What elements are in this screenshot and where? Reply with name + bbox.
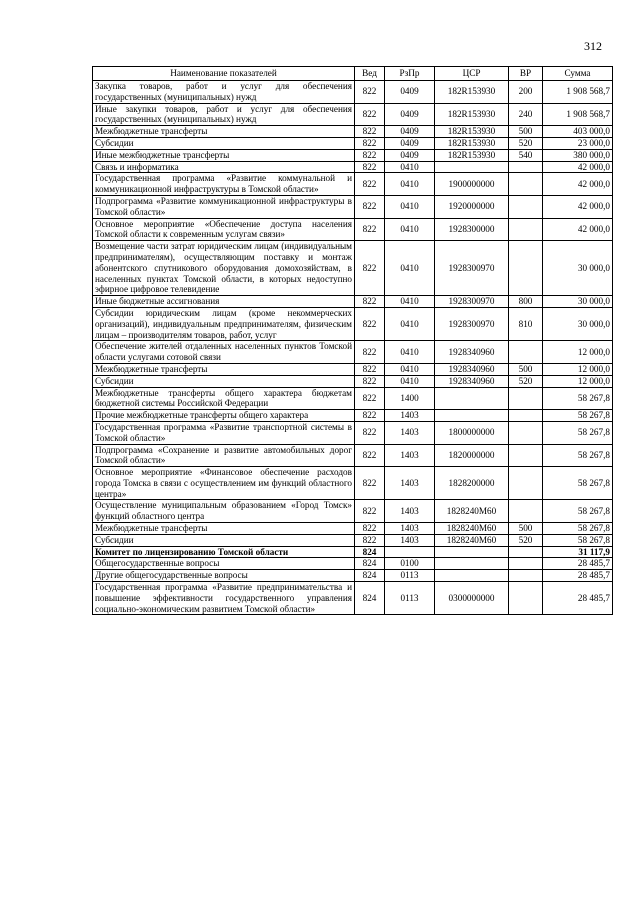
- cell-rzpr: 0410: [385, 161, 435, 173]
- cell-name: Другие общегосударственные вопросы: [93, 570, 355, 582]
- cell-csr: 1928340960: [435, 341, 509, 364]
- cell-rzpr: 0409: [385, 149, 435, 161]
- cell-ved: 822: [355, 161, 385, 173]
- cell-ved: 822: [355, 218, 385, 241]
- cell-sum: 28 485,7: [543, 558, 613, 570]
- cell-rzpr: 0409: [385, 126, 435, 138]
- cell-vr: [509, 173, 543, 196]
- cell-vr: [509, 467, 543, 500]
- table-body: [93, 81, 613, 615]
- cell-vr: [509, 558, 543, 570]
- cell-csr: [435, 570, 509, 582]
- cell-vr: [509, 241, 543, 296]
- cell-vr: 500: [509, 126, 543, 138]
- cell-vr: 800: [509, 296, 543, 308]
- table-row: [93, 558, 613, 570]
- table-row: [93, 421, 613, 444]
- cell-sum: 380 000,0: [543, 149, 613, 161]
- cell-name: Возмещение части затрат юридическим лицам (индивидуальным предпринимателям), осуществляющим поставку и монтаж абонентского спутникового оборудования домохозяйствам, в населенных пунктах Томской области, в которых недоступно эфирное цифровое телевидение: [93, 241, 355, 296]
- cell-ved: 822: [355, 500, 385, 523]
- table-row: [93, 296, 613, 308]
- cell-csr: 1900000000: [435, 173, 509, 196]
- cell-ved: 822: [355, 241, 385, 296]
- cell-sum: 58 267,8: [543, 467, 613, 500]
- table-row: [93, 195, 613, 218]
- table-row: [93, 534, 613, 546]
- cell-name: Государственная программа «Развитие транспортной системы в Томской области»: [93, 421, 355, 444]
- cell-name: Субсидии юридическим лицам (кроме некоммерческих организаций), индивидуальным предпринимателям, физическим лицам – производителям товаров, работ, услуг: [93, 307, 355, 340]
- cell-vr: [509, 410, 543, 422]
- table-row: [93, 363, 613, 375]
- cell-name: Подпрограмма «Развитие коммуникационной инфраструктуры в Томской области»: [93, 195, 355, 218]
- cell-csr: 1820000000: [435, 444, 509, 467]
- cell-sum: 58 267,8: [543, 444, 613, 467]
- table-row: [93, 387, 613, 410]
- cell-vr: [509, 500, 543, 523]
- budget-table: [92, 66, 613, 615]
- cell-name: Основное мероприятие «Финансовое обеспечение расходов города Томска в связи с осуществлением им функций областного центра»: [93, 467, 355, 500]
- cell-ved: 822: [355, 173, 385, 196]
- cell-sum: 58 267,8: [543, 534, 613, 546]
- cell-csr: 1928300970: [435, 296, 509, 308]
- cell-sum: 42 000,0: [543, 173, 613, 196]
- cell-vr: [509, 218, 543, 241]
- cell-rzpr: 0410: [385, 307, 435, 340]
- header-ved: Вед: [355, 67, 385, 81]
- cell-rzpr: 1403: [385, 534, 435, 546]
- cell-ved: 822: [355, 421, 385, 444]
- cell-sum: 31 117,9: [543, 546, 613, 558]
- cell-csr: 182R153930: [435, 137, 509, 149]
- cell-csr: 1928340960: [435, 375, 509, 387]
- cell-csr: [435, 410, 509, 422]
- cell-ved: 822: [355, 126, 385, 138]
- cell-name: Основное мероприятие «Обеспечение доступа населения Томской области к современным услугам связи»: [93, 218, 355, 241]
- header-rzpr: РзПр: [385, 67, 435, 81]
- cell-vr: 200: [509, 81, 543, 104]
- cell-csr: 1828240М60: [435, 500, 509, 523]
- cell-vr: [509, 582, 543, 615]
- cell-vr: 520: [509, 137, 543, 149]
- cell-rzpr: 1403: [385, 500, 435, 523]
- cell-rzpr: 0410: [385, 173, 435, 196]
- cell-rzpr: 0410: [385, 195, 435, 218]
- cell-vr: 810: [509, 307, 543, 340]
- cell-rzpr: 0410: [385, 241, 435, 296]
- table-row: [93, 307, 613, 340]
- cell-name: Межбюджетные трансферты: [93, 363, 355, 375]
- cell-name: Подпрограмма «Сохранение и развитие автомобильных дорог Томской области»: [93, 444, 355, 467]
- cell-name: Связь и информатика: [93, 161, 355, 173]
- cell-csr: 1800000000: [435, 421, 509, 444]
- cell-ved: 822: [355, 534, 385, 546]
- cell-csr: 1920000000: [435, 195, 509, 218]
- cell-csr: 1928340960: [435, 363, 509, 375]
- cell-csr: 182R153930: [435, 81, 509, 104]
- cell-sum: 58 267,8: [543, 500, 613, 523]
- cell-sum: 30 000,0: [543, 296, 613, 308]
- cell-rzpr: 0410: [385, 375, 435, 387]
- cell-csr: 182R153930: [435, 126, 509, 138]
- cell-csr: [435, 546, 509, 558]
- cell-csr: 1928300000: [435, 218, 509, 241]
- cell-sum: 58 267,8: [543, 387, 613, 410]
- cell-csr: 1928300970: [435, 307, 509, 340]
- cell-rzpr: 1403: [385, 421, 435, 444]
- cell-sum: 30 000,0: [543, 307, 613, 340]
- cell-rzpr: 0409: [385, 103, 435, 126]
- cell-name: Государственная программа «Развитие предпринимательства и повышение эффективности государственного управления социально-экономическим развитием Томской области»: [93, 582, 355, 615]
- cell-name: Закупка товаров, работ и услуг для обеспечения государственных (муниципальных) нужд: [93, 81, 355, 104]
- cell-vr: [509, 161, 543, 173]
- cell-name: Государственная программа «Развитие коммунальной и коммуникационной инфраструктуры в Томской области»: [93, 173, 355, 196]
- cell-vr: [509, 444, 543, 467]
- cell-vr: 500: [509, 523, 543, 535]
- cell-rzpr: 1403: [385, 444, 435, 467]
- cell-name: Иные бюджетные ассигнования: [93, 296, 355, 308]
- table-row: [93, 149, 613, 161]
- cell-name: Межбюджетные трансферты: [93, 523, 355, 535]
- cell-rzpr: [385, 546, 435, 558]
- cell-ved: 824: [355, 582, 385, 615]
- table-row: [93, 546, 613, 558]
- cell-vr: 240: [509, 103, 543, 126]
- cell-rzpr: 0410: [385, 218, 435, 241]
- cell-ved: 822: [355, 307, 385, 340]
- table-row: [93, 570, 613, 582]
- table-row: [93, 523, 613, 535]
- cell-sum: 23 000,0: [543, 137, 613, 149]
- cell-ved: 822: [355, 81, 385, 104]
- cell-csr: 182R153930: [435, 149, 509, 161]
- header-vr: ВР: [509, 67, 543, 81]
- cell-rzpr: 0100: [385, 558, 435, 570]
- cell-vr: [509, 387, 543, 410]
- cell-sum: 1 908 568,7: [543, 81, 613, 104]
- cell-sum: 403 000,0: [543, 126, 613, 138]
- table-row: [93, 500, 613, 523]
- cell-vr: [509, 546, 543, 558]
- header-name: Наименование показателей: [93, 67, 355, 81]
- cell-sum: 12 000,0: [543, 341, 613, 364]
- cell-rzpr: 1403: [385, 410, 435, 422]
- cell-ved: 822: [355, 341, 385, 364]
- table-row: [93, 173, 613, 196]
- cell-csr: 1828240М60: [435, 523, 509, 535]
- cell-rzpr: 0410: [385, 341, 435, 364]
- cell-name: Межбюджетные трансферты: [93, 126, 355, 138]
- table-row: [93, 81, 613, 104]
- table-row: [93, 126, 613, 138]
- cell-name: Субсидии: [93, 375, 355, 387]
- cell-name: Межбюджетные трансферты общего характера бюджетам бюджетной системы Российской Федерации: [93, 387, 355, 410]
- cell-csr: 1828240М60: [435, 534, 509, 546]
- cell-rzpr: 0113: [385, 582, 435, 615]
- cell-ved: 822: [355, 387, 385, 410]
- cell-sum: 42 000,0: [543, 161, 613, 173]
- table-header-row: [93, 67, 613, 81]
- cell-sum: 12 000,0: [543, 363, 613, 375]
- table-row: [93, 341, 613, 364]
- cell-name: Субсидии: [93, 137, 355, 149]
- cell-rzpr: 1403: [385, 467, 435, 500]
- cell-name: Субсидии: [93, 534, 355, 546]
- cell-ved: 822: [355, 363, 385, 375]
- cell-vr: [509, 341, 543, 364]
- table-row: [93, 375, 613, 387]
- cell-sum: 58 267,8: [543, 523, 613, 535]
- table-row: [93, 241, 613, 296]
- cell-csr: 0300000000: [435, 582, 509, 615]
- table-row: [93, 410, 613, 422]
- cell-csr: 1928300970: [435, 241, 509, 296]
- cell-rzpr: 0113: [385, 570, 435, 582]
- cell-sum: 28 485,7: [543, 582, 613, 615]
- cell-ved: 822: [355, 137, 385, 149]
- cell-rzpr: 1403: [385, 523, 435, 535]
- table-row: [93, 103, 613, 126]
- page-number: 312: [584, 39, 602, 53]
- cell-csr: 182R153930: [435, 103, 509, 126]
- cell-sum: 30 000,0: [543, 241, 613, 296]
- table-row: [93, 582, 613, 615]
- cell-ved: 822: [355, 149, 385, 161]
- table-row: [93, 137, 613, 149]
- cell-sum: 42 000,0: [543, 218, 613, 241]
- cell-name: Иные межбюджетные трансферты: [93, 149, 355, 161]
- cell-vr: 520: [509, 375, 543, 387]
- cell-csr: [435, 558, 509, 570]
- cell-ved: 824: [355, 570, 385, 582]
- cell-sum: 12 000,0: [543, 375, 613, 387]
- cell-sum: 58 267,8: [543, 410, 613, 422]
- cell-vr: [509, 421, 543, 444]
- cell-ved: 822: [355, 296, 385, 308]
- cell-vr: 540: [509, 149, 543, 161]
- cell-csr: [435, 161, 509, 173]
- cell-sum: 58 267,8: [543, 421, 613, 444]
- cell-csr: [435, 387, 509, 410]
- cell-name: Прочие межбюджетные трансферты общего характера: [93, 410, 355, 422]
- cell-name: Комитет по лицензированию Томской области: [93, 546, 355, 558]
- cell-ved: 822: [355, 444, 385, 467]
- cell-rzpr: 0410: [385, 363, 435, 375]
- header-sum: Сумма: [543, 67, 613, 81]
- cell-ved: 822: [355, 410, 385, 422]
- cell-sum: 28 485,7: [543, 570, 613, 582]
- cell-vr: [509, 570, 543, 582]
- table-row: [93, 161, 613, 173]
- cell-ved: 822: [355, 467, 385, 500]
- table-row: [93, 444, 613, 467]
- cell-name: Осуществление муниципальным образованием «Город Томск» функций областного центра: [93, 500, 355, 523]
- table-row: [93, 467, 613, 500]
- cell-ved: 822: [355, 195, 385, 218]
- cell-ved: 822: [355, 103, 385, 126]
- cell-sum: 1 908 568,7: [543, 103, 613, 126]
- cell-vr: 500: [509, 363, 543, 375]
- cell-rzpr: 0409: [385, 137, 435, 149]
- header-csr: ЦСР: [435, 67, 509, 81]
- cell-vr: [509, 195, 543, 218]
- cell-ved: 824: [355, 546, 385, 558]
- cell-csr: 1828200000: [435, 467, 509, 500]
- cell-name: Обеспечение жителей отдаленных населенных пунктов Томской области услугами сотовой связи: [93, 341, 355, 364]
- cell-name: Иные закупки товаров, работ и услуг для обеспечения государственных (муниципальных) нужд: [93, 103, 355, 126]
- cell-name: Общегосударственные вопросы: [93, 558, 355, 570]
- cell-rzpr: 0410: [385, 296, 435, 308]
- table-row: [93, 218, 613, 241]
- cell-ved: 822: [355, 523, 385, 535]
- cell-ved: 824: [355, 558, 385, 570]
- cell-rzpr: 1400: [385, 387, 435, 410]
- cell-sum: 42 000,0: [543, 195, 613, 218]
- cell-ved: 822: [355, 375, 385, 387]
- cell-rzpr: 0409: [385, 81, 435, 104]
- cell-vr: 520: [509, 534, 543, 546]
